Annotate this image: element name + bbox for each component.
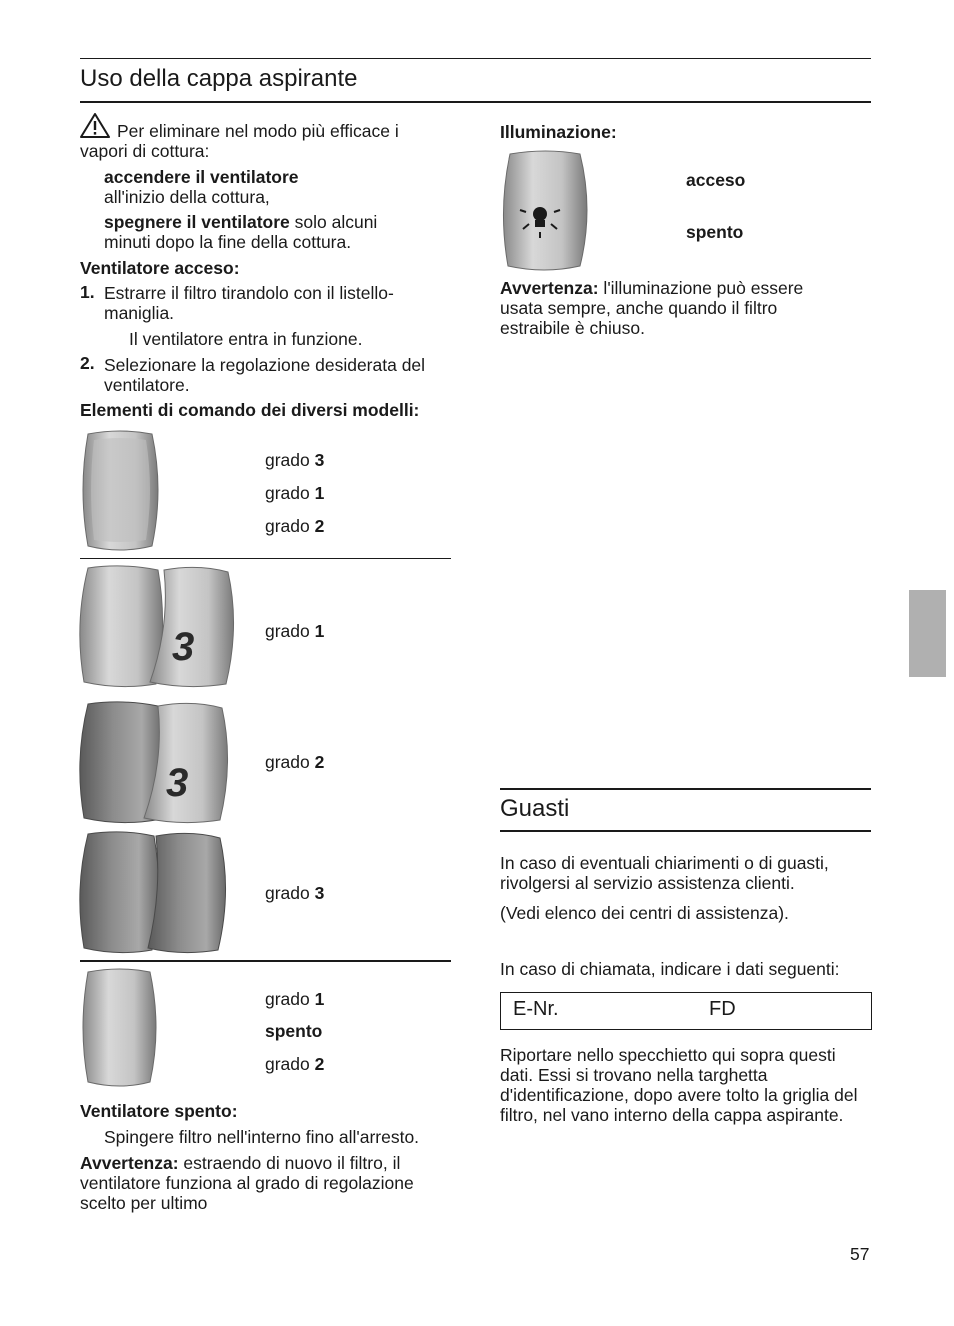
step-1-text: Estrarre il filtro tirandolo con il listello-maniglia. [104,283,394,323]
faults-paragraph-3: In caso di chiamata, indicare i dati seguenti: [500,959,840,979]
lighting-warning: Avvertenza: l'illuminazione può essere usata sempre, anche quando il filtro estraibile è chiuso. [500,278,804,338]
intro-item-1 [104,167,444,207]
light-off-label: spento [686,222,744,242]
intro-item-1-rest: all'inizio della cottura, [104,187,270,207]
step-2-number: 2. [80,353,95,373]
model2-grado-3: grado 3 [265,883,325,903]
section-tab-marker [909,590,946,677]
button-pair-state3-icon [78,830,238,956]
fan-off-warning: Avvertenza: estraendo di nuovo il filtro, il ventilatore funziona al grado di regolazione scelto per ultimo [80,1153,414,1213]
step-1-number: 1. [80,282,95,302]
faults-title-underline [500,830,871,832]
button-pair-state1-icon [78,564,238,690]
button-digit-label: 3 [166,761,189,805]
model3-grado-1: grado 1 [265,989,325,1009]
model3-off: spento [265,1021,323,1041]
faults-paragraph-4: Riportare nello specchietto qui sopra questi dati. Essi si trovano nella targhetta d'identificazione, dopo avere tolto la griglia del filtro, nel vano interno della cappa aspirante. [500,1045,858,1125]
faults-title: Guasti [500,795,570,822]
intro-item-2-rest: solo alcuni minuti dopo la fine della cottura. [104,212,378,252]
divider-model1 [80,558,451,559]
intro-item-1-bold: accendere il ventilatore [104,167,299,187]
fan-on-heading: Ventilatore acceso: [80,258,240,278]
top-rule [80,58,871,59]
fan-off-text: Spingere filtro nell'interno fino all'arresto. [104,1127,420,1147]
divider-model2 [80,960,451,962]
rocker-switch-3pos-icon [80,968,160,1088]
rocker-switch-icon [80,430,162,552]
page-number: 57 [850,1244,870,1264]
intro-item-2-bold: spegnere il ventilatore [104,212,290,232]
faults-top-rule [500,788,871,790]
model1-grado-b: grado 1 [265,483,325,503]
intro-text: Per eliminare nel modo più efficace i vapori di cottura: [80,121,399,161]
model1-grado-a: grado 3 [265,450,325,470]
controls-heading: Elementi di comando dei diversi modelli: [80,400,420,420]
enr-fd-box [500,992,872,1030]
title-underline [80,101,871,103]
button-digit-label: 3 [172,625,195,669]
lighting-heading: Illuminazione: [500,122,617,142]
page-title: Uso della cappa aspirante [80,65,358,92]
model1-grado-c: grado 2 [265,516,325,536]
fd-label: FD [709,998,736,1020]
model2-grado-2: grado 2 [265,752,325,772]
model2-grado-1: grado 1 [265,621,325,641]
enr-label: E-Nr. [513,998,559,1020]
light-on-label: acceso [686,170,746,190]
intro-item-2 [104,212,424,252]
step-1-note: Il ventilatore entra in funzione. [129,329,363,349]
fan-off-heading: Ventilatore spento: [80,1101,238,1121]
faults-paragraph-2: (Vedi elenco dei centri di assistenza). [500,903,789,923]
button-pair-state2-icon [78,700,238,826]
light-button-icon [500,150,590,272]
model3-grado-2: grado 2 [265,1054,325,1074]
faults-paragraph-1: In caso di eventuali chiarimenti o di guasti, rivolgersi al servizio assistenza clienti. [500,853,829,893]
step-2-text: Selezionare la regolazione desiderata del ventilatore. [104,355,426,395]
